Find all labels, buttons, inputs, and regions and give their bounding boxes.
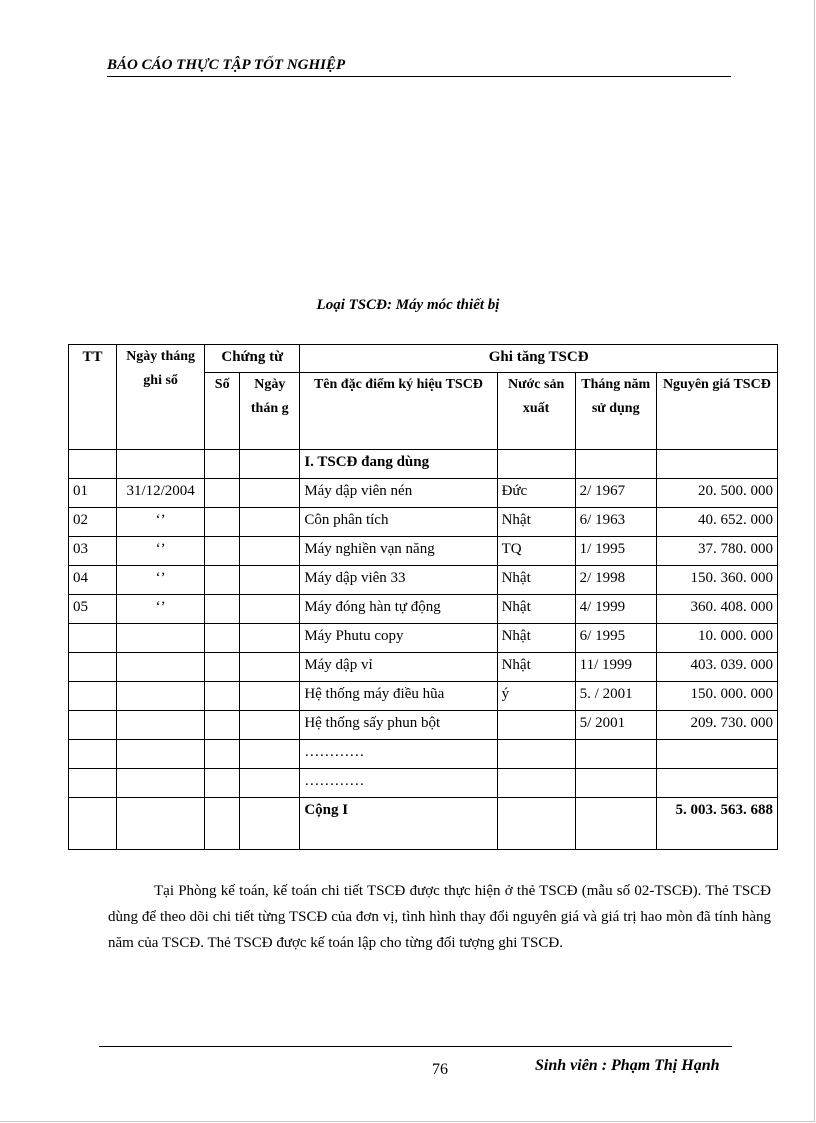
row-cost: 37. 780. 000 (656, 537, 777, 566)
row-cost: 360. 408. 000 (656, 595, 777, 624)
row-asset-name: Máy dập viên 33 (300, 566, 497, 595)
row-date (117, 653, 205, 682)
row-cost: 40. 652. 000 (656, 508, 777, 537)
row-voucher-number (205, 711, 240, 740)
row-voucher-number (205, 740, 240, 769)
row-voucher-number (205, 566, 240, 595)
row-tt: 04 (69, 566, 117, 595)
row-asset-name: Máy dập vỉ (300, 653, 497, 682)
row-date (117, 769, 205, 798)
row-cost (656, 769, 777, 798)
row-country (497, 711, 575, 740)
row-voucher-date (240, 479, 300, 508)
row-month-year: 5. / 2001 (575, 682, 656, 711)
row-date: 31/12/2004 (117, 479, 205, 508)
row-tt: 01 (69, 479, 117, 508)
row-asset-name: Côn phân tích (300, 508, 497, 537)
row-voucher-number (205, 479, 240, 508)
row-tt (69, 624, 117, 653)
row-voucher-number (205, 508, 240, 537)
row-voucher-date (240, 537, 300, 566)
row-voucher-date (240, 566, 300, 595)
footer-divider (99, 1046, 732, 1047)
table-row (69, 479, 778, 508)
row-asset-name: Máy đóng hàn tự động (300, 595, 497, 624)
total-value: 5. 003. 563. 688 (656, 798, 777, 850)
row-asset-name: Hệ thống sấy phun bột (300, 711, 497, 740)
table-caption: Loại TSCĐ: Máy móc thiết bị (316, 297, 500, 313)
footer-author: Sinh viên : Phạm Thị Hạnh (535, 1057, 720, 1074)
row-voucher-date (240, 711, 300, 740)
row-tt (69, 682, 117, 711)
row-month-year: 11/ 1999 (575, 653, 656, 682)
header-asset-increase: Ghi tăng TSCĐ (300, 345, 778, 373)
row-asset-name: Hệ thống máy điều hũa (300, 682, 497, 711)
table-row (69, 682, 778, 711)
row-tt (69, 711, 117, 740)
table-row (69, 653, 778, 682)
row-country: ý (497, 682, 575, 711)
report-header-title: BÁO CÁO THỰC TẬP TỐT NGHIỆP (107, 57, 346, 73)
row-tt (69, 769, 117, 798)
row-month-year: 4/ 1999 (575, 595, 656, 624)
total-label: Cộng I (300, 798, 497, 850)
row-voucher-date (240, 595, 300, 624)
row-country: TQ (497, 537, 575, 566)
row-tt: 03 (69, 537, 117, 566)
row-asset-name: ………… (300, 769, 497, 798)
row-voucher-number (205, 624, 240, 653)
row-tt (69, 740, 117, 769)
row-date: ‘’ (117, 566, 205, 595)
description-paragraph: Tại Phòng kế toán, kế toán chi tiết TSCĐ được thực hiện ở thẻ TSCĐ (mẫu số 02-TSCĐ). Thẻ TSCĐ dùng để theo dõi chi tiết từng TSCĐ của đơn vị, tình hình thay đổi nguyên giá và giá trị hao mòn đã tính hàng năm của TSCĐ. Thẻ TSCĐ được kế toán lập cho từng đối tượng ghi TSCĐ. (108, 883, 771, 951)
header-country: Nước sản xuất (497, 373, 575, 450)
row-date (117, 624, 205, 653)
row-country: Nhật (497, 508, 575, 537)
row-month-year: 5/ 2001 (575, 711, 656, 740)
row-country: Nhật (497, 566, 575, 595)
row-month-year: 6/ 1963 (575, 508, 656, 537)
table-row (69, 740, 778, 769)
header-tt: TT (69, 345, 117, 450)
row-date (117, 682, 205, 711)
row-asset-name: Máy nghiền vạn năng (300, 537, 497, 566)
row-tt: 05 (69, 595, 117, 624)
row-date: ‘’ (117, 537, 205, 566)
row-date: ‘’ (117, 595, 205, 624)
row-voucher-date (240, 740, 300, 769)
row-country: Nhật (497, 595, 575, 624)
row-cost: 20. 500. 000 (656, 479, 777, 508)
table-row (69, 711, 778, 740)
table-row (69, 595, 778, 624)
header-record-date: Ngày tháng ghi sổ (117, 345, 205, 450)
row-cost: 150. 360. 000 (656, 566, 777, 595)
row-asset-name: ………… (300, 740, 497, 769)
header-divider (107, 76, 731, 77)
table-row (69, 508, 778, 537)
row-month-year: 6/ 1995 (575, 624, 656, 653)
row-month-year: 2/ 1967 (575, 479, 656, 508)
row-date (117, 711, 205, 740)
row-voucher-number (205, 682, 240, 711)
row-date: ‘’ (117, 508, 205, 537)
total-row (69, 798, 778, 850)
header-month-year: Tháng năm sử dụng (575, 373, 656, 450)
row-voucher-date (240, 624, 300, 653)
page-number: 76 (432, 1061, 448, 1078)
table-row (69, 566, 778, 595)
row-month-year (575, 740, 656, 769)
row-tt (69, 653, 117, 682)
row-voucher-date (240, 508, 300, 537)
table-row (69, 624, 778, 653)
section-row (69, 450, 778, 479)
row-cost: 10. 000. 000 (656, 624, 777, 653)
row-month-year: 1/ 1995 (575, 537, 656, 566)
row-cost: 403. 039. 000 (656, 653, 777, 682)
row-cost: 209. 730. 000 (656, 711, 777, 740)
row-voucher-number (205, 537, 240, 566)
row-date (117, 740, 205, 769)
row-cost (656, 740, 777, 769)
row-asset-name: Máy Phutu copy (300, 624, 497, 653)
row-month-year (575, 769, 656, 798)
row-month-year: 2/ 1998 (575, 566, 656, 595)
header-voucher-number: Số (205, 373, 240, 450)
row-country: Đức (497, 479, 575, 508)
row-voucher-number (205, 595, 240, 624)
header-voucher-date: Ngày thán g (240, 373, 300, 450)
row-asset-name: Máy dập viên nén (300, 479, 497, 508)
row-voucher-date (240, 653, 300, 682)
row-country (497, 740, 575, 769)
header-cost: Nguyên giá TSCĐ (656, 373, 777, 450)
row-country: Nhật (497, 653, 575, 682)
row-voucher-number (205, 769, 240, 798)
section-title: I. TSCĐ đang dùng (300, 450, 497, 479)
row-voucher-number (205, 653, 240, 682)
table-row (69, 769, 778, 798)
row-voucher-date (240, 682, 300, 711)
table-row (69, 537, 778, 566)
row-tt: 02 (69, 508, 117, 537)
row-voucher-date (240, 769, 300, 798)
row-cost: 150. 000. 000 (656, 682, 777, 711)
row-country: Nhật (497, 624, 575, 653)
header-voucher: Chứng từ (205, 345, 300, 373)
row-country (497, 769, 575, 798)
asset-rows (69, 479, 778, 798)
header-asset-name: Tên đặc điểm ký hiệu TSCĐ (300, 373, 497, 450)
fixed-asset-table (68, 344, 778, 850)
